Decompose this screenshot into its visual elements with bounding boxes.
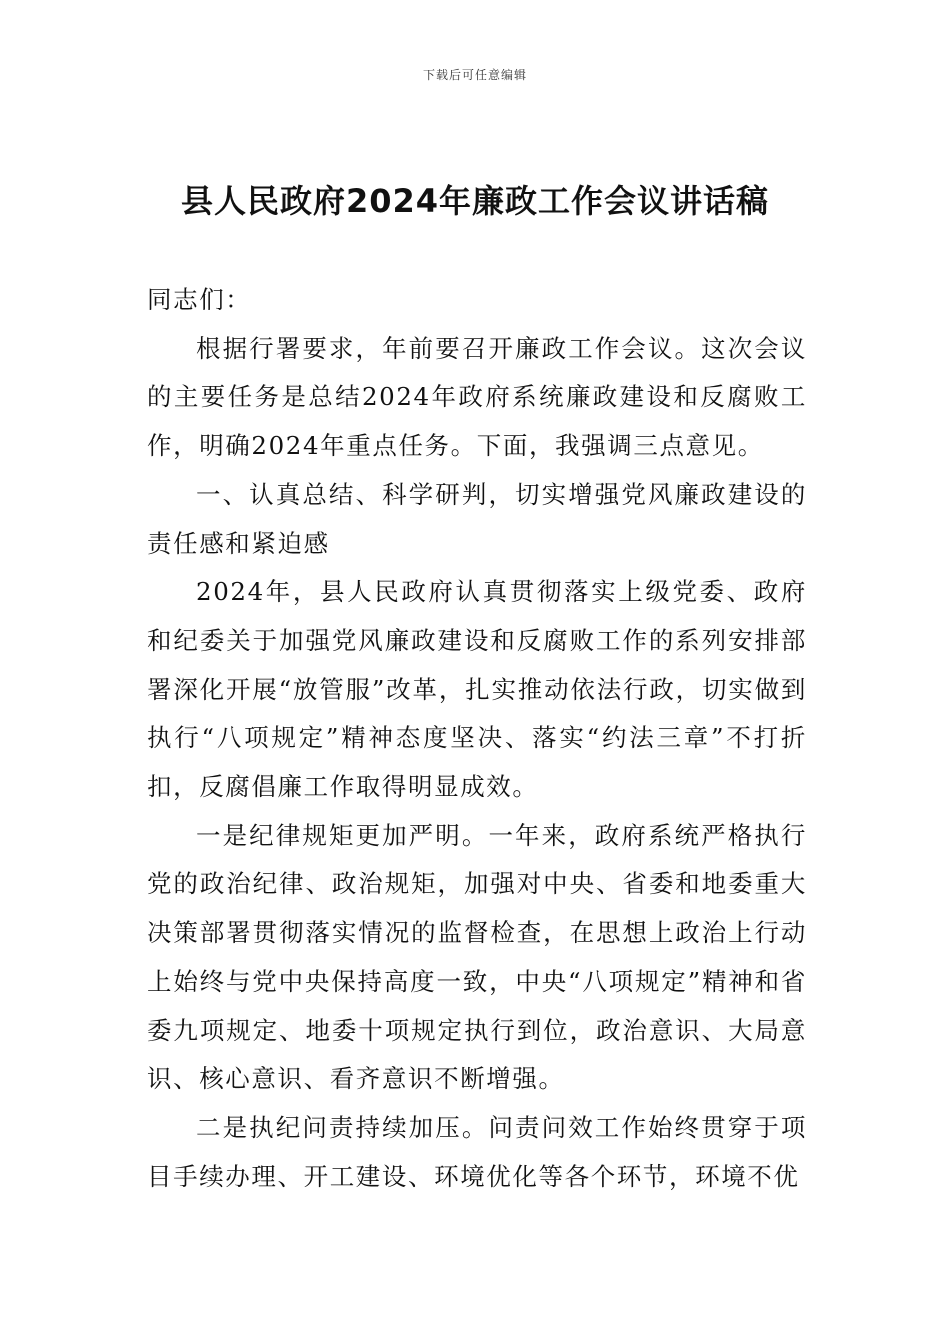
body-paragraph: 一是纪律规矩更加严明。一年来，政府系统严格执行党的政治纪律、政治规矩，加强对中央、省委和地委重大决策部署贯彻落实情况的监督检查，在思想上政治上行动上始终与党中央保持高度一致，中央“八项规定”精神和省委九项规定、地委十项规定执行到位，政治意识、大局意识、核心意识、看齐意识不断增强。 bbox=[147, 820, 807, 1094]
document-title: 县人民政府2024年廉政工作会议讲话稿 bbox=[180, 182, 770, 220]
section-heading: 一、认真总结、科学研判，切实增强党风廉政建设的责任感和紧迫感 bbox=[147, 479, 807, 558]
body-paragraph: 2024年，县人民政府认真贯彻落实上级党委、政府和纪委关于加强党风廉政建设和反腐败工作的系列安排部署深化开展“放管服”改革，扎实推动依法行政，切实做到执行“八项规定”精神态度坚决、落实“约法三章”不打折扣，反腐倡廉工作取得明显成效。 bbox=[147, 577, 807, 802]
body-paragraph: 二是执纪问责持续加压。问责问效工作始终贯穿于项目手续办理、开工建设、环境优化等各个环节，环境不优 bbox=[147, 1112, 807, 1191]
intro-paragraph: 根据行署要求，年前要召开廉政工作会议。这次会议的主要任务是总结2024年政府系统廉政建设和反腐败工作，明确2024年重点任务。下面，我强调三点意见。 bbox=[147, 333, 807, 461]
salutation: 同志们： bbox=[147, 285, 252, 314]
document-body bbox=[147, 276, 807, 1201]
header-note: 下载后可任意编辑 bbox=[422, 68, 527, 82]
